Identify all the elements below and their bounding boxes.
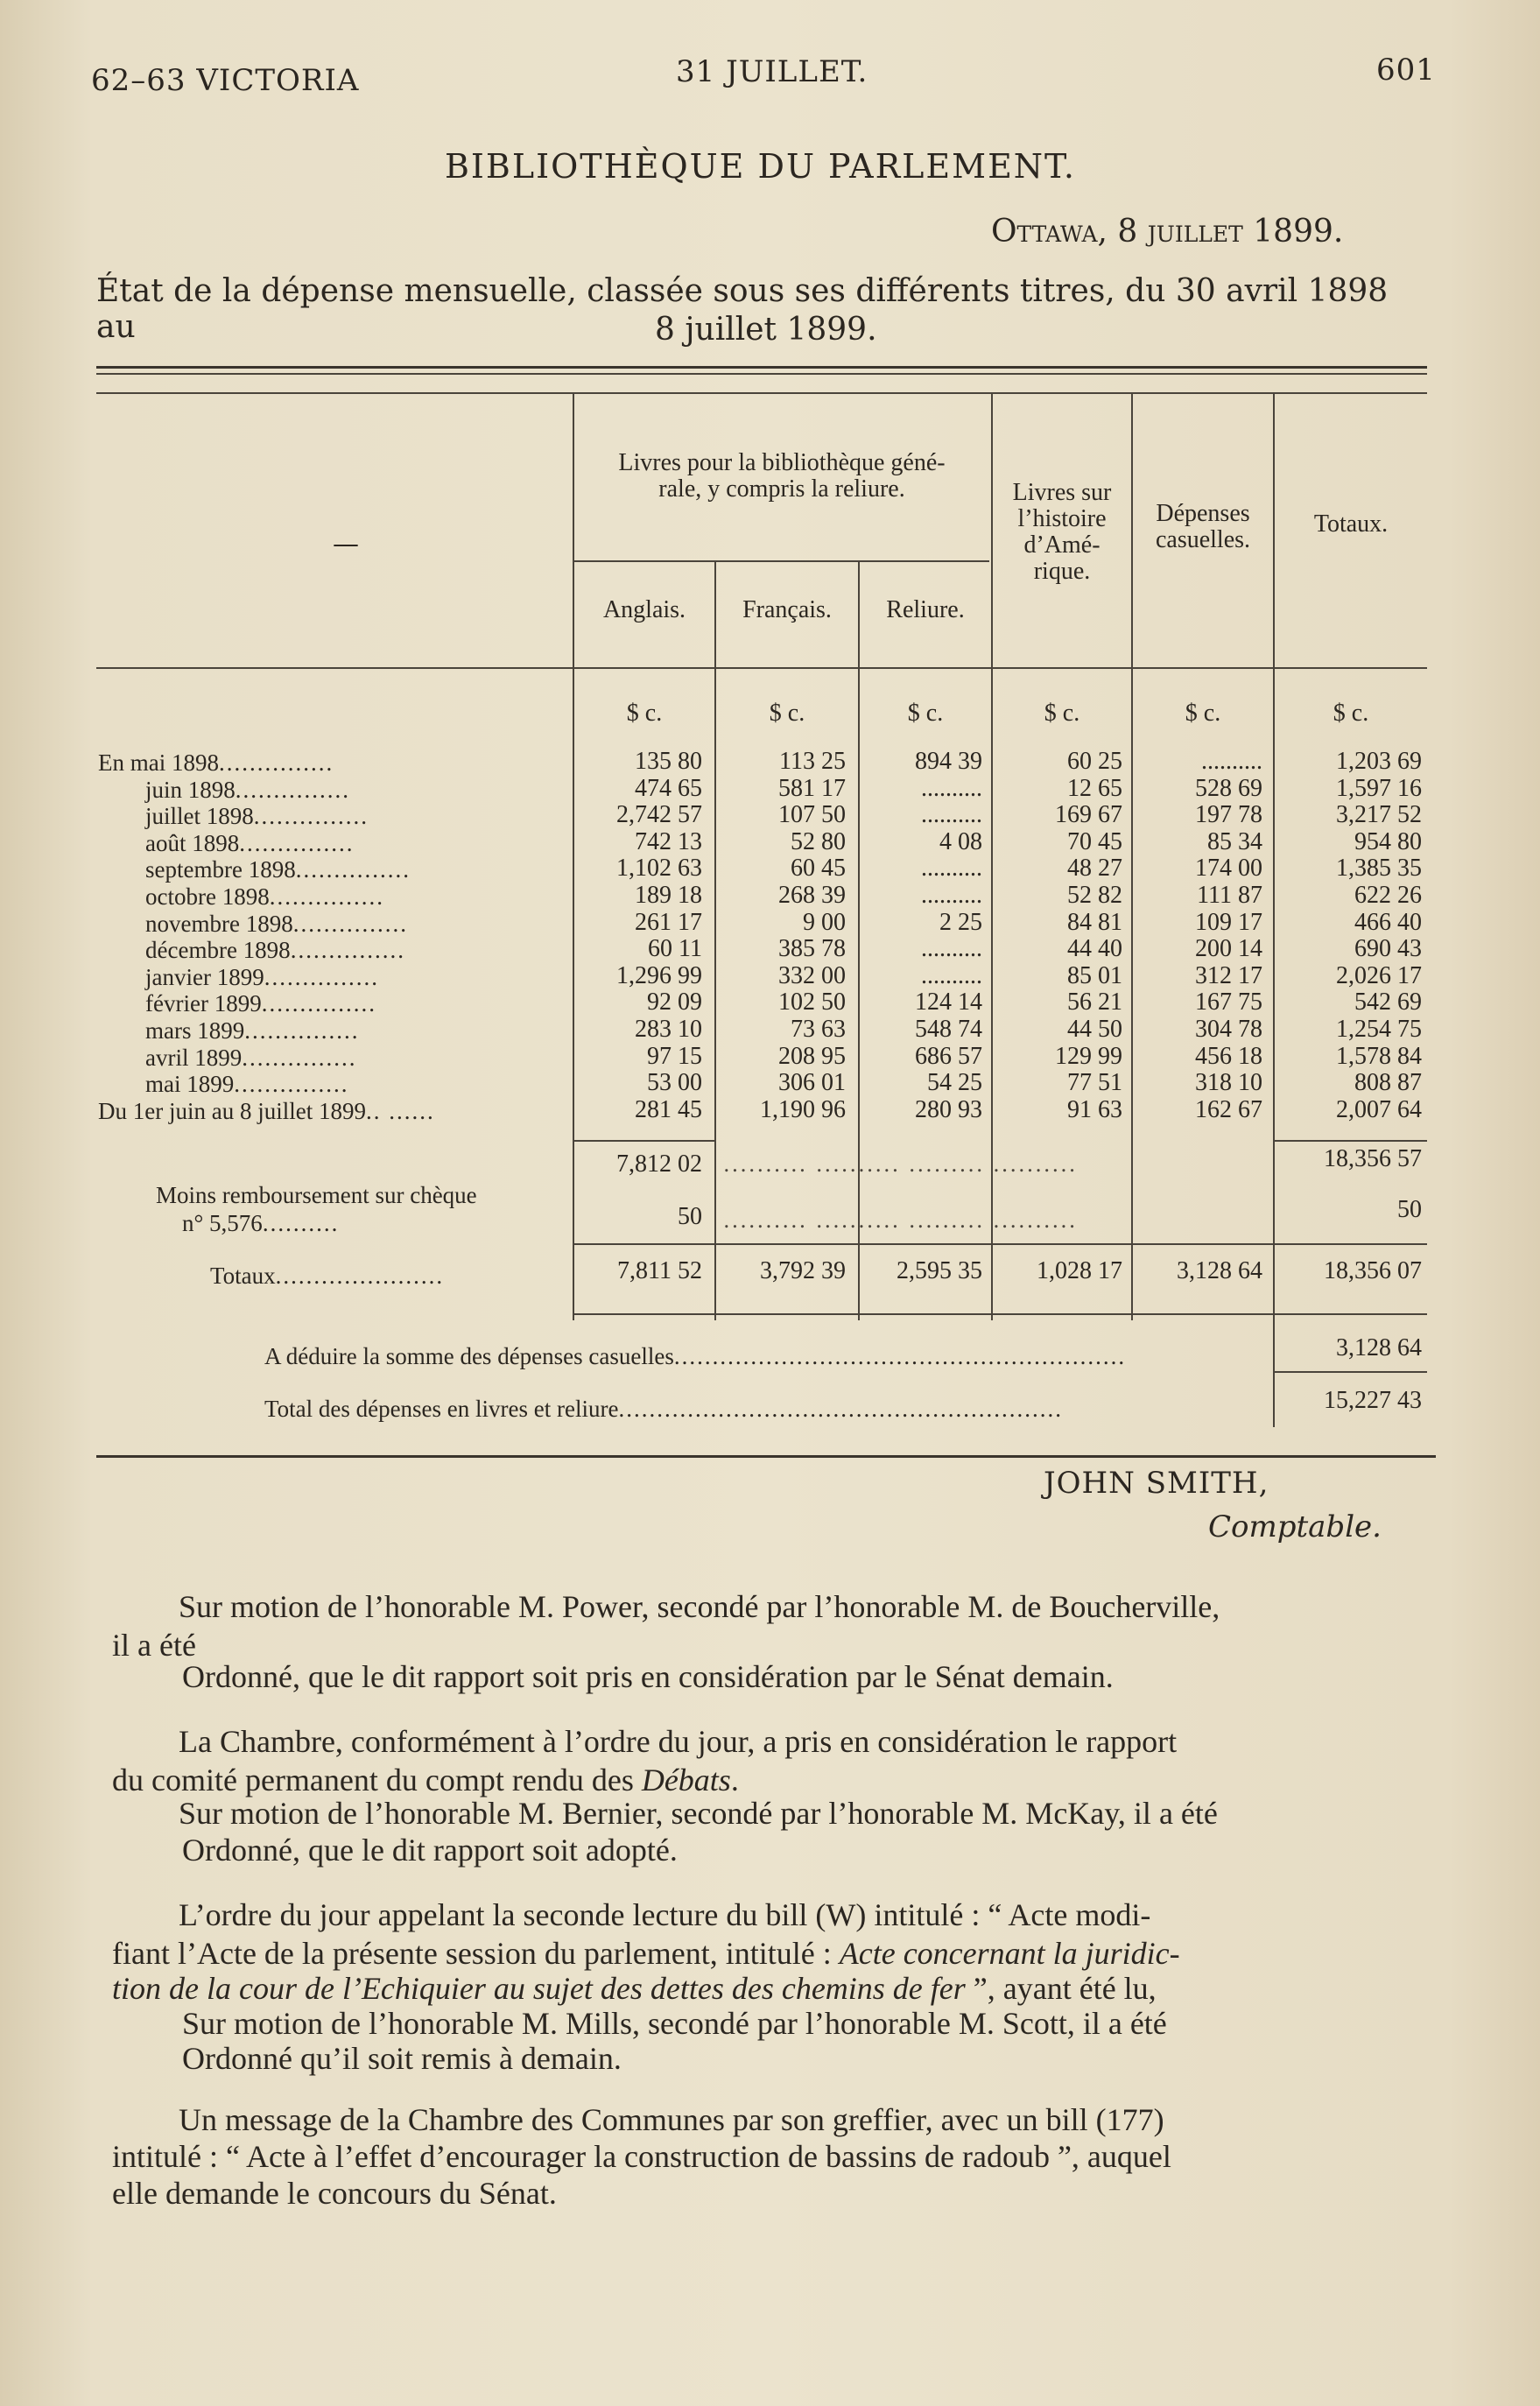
cell-reliure: 124 14 bbox=[915, 988, 982, 1017]
cell-histoire: 60 25 bbox=[1067, 748, 1122, 775]
cell-reliure: .......... bbox=[921, 774, 982, 802]
cell-histoire: 84 81 bbox=[1067, 908, 1122, 936]
cell-francais: 107 50 bbox=[778, 801, 846, 829]
cell-francais: 306 01 bbox=[778, 1069, 846, 1097]
deduire-label: A déduire la somme des dépenses casuelles........................................................... bbox=[264, 1343, 1127, 1369]
cell-reliure: 4 08 bbox=[939, 827, 982, 855]
cell-anglais: 189 18 bbox=[635, 882, 702, 909]
cell-francais: 581 17 bbox=[778, 774, 846, 802]
col-header-histoire-l4: rique. bbox=[1033, 558, 1091, 585]
col-header-francais: Français. bbox=[742, 596, 832, 623]
currency-depenses: $ c. bbox=[1185, 700, 1221, 727]
col-header-histoire bbox=[993, 480, 1131, 585]
cell-histoire: 70 45 bbox=[1067, 827, 1122, 855]
row-label: janvier 1899............... bbox=[145, 963, 379, 990]
total-reliure: 2,595 35 bbox=[897, 1257, 982, 1284]
p3-line5: Ordonné qu’il soit remis à demain. bbox=[182, 2041, 622, 2076]
p1-line2: il a été bbox=[112, 1628, 196, 1663]
row-label-text: juin 1898 bbox=[145, 776, 236, 803]
subtotal-anglais: 7,812 02 bbox=[616, 1150, 702, 1178]
currency-totaux: $ c. bbox=[1333, 700, 1369, 727]
total-anglais: 7,811 52 bbox=[617, 1257, 702, 1284]
page-number: 601 bbox=[1376, 53, 1436, 88]
cell-francais: 102 50 bbox=[778, 988, 846, 1017]
running-header-left: 62–63 VICTORIA bbox=[91, 63, 360, 98]
cell-reliure: 548 74 bbox=[915, 1016, 982, 1043]
moins-label-line1: Moins remboursement sur chèque bbox=[156, 1182, 477, 1208]
p4-line1: Un message de la Chambre des Communes par son greffier, avec un bill (177) bbox=[179, 2102, 1164, 2137]
cell-anglais: 1,102 63 bbox=[616, 855, 702, 883]
deduire-value: 3,128 64 bbox=[1336, 1334, 1422, 1361]
row-label: février 1899............... bbox=[145, 990, 376, 1017]
cell-francais: 268 39 bbox=[778, 882, 846, 909]
p3-line2 bbox=[112, 1935, 1180, 1973]
cell-depenses: 174 00 bbox=[1195, 855, 1262, 883]
moins-label-line2: n° 5,576.......... bbox=[182, 1210, 340, 1236]
row-label: mars 1899............... bbox=[145, 1017, 360, 1044]
cell-depenses: 109 17 bbox=[1195, 908, 1262, 936]
cell-depenses: 318 10 bbox=[1195, 1069, 1262, 1097]
row-label: août 1898............... bbox=[145, 829, 355, 856]
cell-anglais: 60 11 bbox=[648, 935, 702, 963]
table-end-rule bbox=[96, 1455, 1436, 1458]
cell-depenses: 312 17 bbox=[1195, 961, 1262, 989]
statement-heading-line2: 8 juillet 1899. bbox=[655, 312, 877, 348]
cell-anglais: 474 65 bbox=[635, 774, 702, 802]
row-label: avril 1899............... bbox=[145, 1044, 357, 1071]
total-depenses: 3,128 64 bbox=[1177, 1257, 1262, 1284]
table-top-rule bbox=[96, 366, 1427, 369]
p3-line2-italic: Acte concernant la juridic- bbox=[839, 1936, 1180, 1971]
deduire-label-text: A déduire la somme des dépenses casuelles bbox=[264, 1343, 674, 1369]
cell-reliure: .......... bbox=[921, 855, 982, 883]
col-header-depenses bbox=[1133, 501, 1273, 553]
row-label-text: novembre 1898 bbox=[145, 910, 293, 937]
cell-depenses: 162 67 bbox=[1195, 1095, 1262, 1123]
cell-totaux: 542 69 bbox=[1354, 988, 1422, 1017]
cell-anglais: 2,742 57 bbox=[616, 801, 702, 829]
cell-totaux: 3,217 52 bbox=[1336, 801, 1422, 829]
cell-totaux: 1,254 75 bbox=[1336, 1016, 1422, 1043]
cell-totaux: 690 43 bbox=[1354, 935, 1422, 963]
row-label: Du 1er juin au 8 juillet 1899.. ...... bbox=[98, 1097, 435, 1124]
row-label: mai 1899............... bbox=[145, 1071, 349, 1098]
p1-line3: Ordonné, que le dit rapport soit pris en considération par le Sénat demain. bbox=[182, 1659, 1114, 1694]
row-label-text: avril 1899 bbox=[145, 1044, 243, 1071]
cell-reliure: 686 57 bbox=[915, 1042, 982, 1070]
cell-anglais: 53 00 bbox=[647, 1069, 702, 1097]
cell-histoire: 56 21 bbox=[1067, 988, 1122, 1017]
statement-heading-line1: État de la dépense mensuelle, classée sous ses différents titres, du 30 avril 1898 au bbox=[96, 273, 1389, 345]
row-label: septembre 1898............... bbox=[145, 856, 411, 883]
total-livres-label-text: Total des dépenses en livres et reliure bbox=[264, 1396, 619, 1422]
row-label: décembre 1898............... bbox=[145, 937, 405, 964]
col-header-depenses-l1: Dépenses bbox=[1156, 500, 1250, 527]
row-label-text: mai 1899 bbox=[145, 1071, 235, 1098]
col-header-histoire-l3: d’Amé- bbox=[1023, 531, 1101, 559]
stub-dash: — bbox=[333, 529, 359, 559]
subtotal-totaux: 18,356 57 bbox=[1324, 1145, 1422, 1172]
cell-depenses: 85 34 bbox=[1207, 827, 1262, 855]
cell-anglais: 135 80 bbox=[635, 748, 702, 775]
cell-totaux: 1,203 69 bbox=[1336, 748, 1422, 775]
moins-label-text: n° 5,576 bbox=[182, 1210, 263, 1236]
currency-francais: $ c. bbox=[769, 700, 805, 727]
row-label-text: février 1899 bbox=[145, 990, 262, 1017]
cell-anglais: 1,296 99 bbox=[616, 961, 702, 989]
row-label-text: En mai 1898 bbox=[98, 749, 219, 776]
cell-histoire: 129 99 bbox=[1055, 1042, 1122, 1070]
moins-leader: .......... .......... ......... .......... bbox=[723, 1208, 1078, 1233]
cell-depenses: 197 78 bbox=[1195, 801, 1262, 829]
cell-totaux: 1,597 16 bbox=[1336, 774, 1422, 802]
p2-line4: Ordonné, que le dit rapport soit adopté. bbox=[182, 1833, 678, 1868]
cell-anglais: 92 09 bbox=[647, 988, 702, 1017]
cell-reliure: .......... bbox=[921, 801, 982, 829]
cell-depenses: .......... bbox=[1201, 748, 1262, 775]
row-label-text: juillet 1898 bbox=[145, 803, 254, 830]
p3-line1: L’ordre du jour appelant la seconde lecture du bill (W) intitulé : “ Acte modi- bbox=[179, 1897, 1151, 1932]
col-header-histoire-l2: l’histoire bbox=[1017, 505, 1107, 532]
col-header-histoire-l1: Livres sur bbox=[1012, 479, 1112, 506]
row-label: juin 1898............... bbox=[145, 776, 351, 803]
currency-reliure: $ c. bbox=[907, 700, 944, 727]
cell-francais: 113 25 bbox=[779, 748, 846, 775]
header-bottom-rule bbox=[96, 667, 1427, 669]
col-header-depenses-l2: casuelles. bbox=[1155, 526, 1251, 553]
moins-anglais: 50 bbox=[678, 1203, 702, 1230]
total-totaux: 18,356 07 bbox=[1324, 1257, 1422, 1284]
row-label-text: septembre 1898 bbox=[145, 856, 296, 883]
p2-debats-italic: Débats bbox=[641, 1762, 731, 1797]
place-date-text: Ottawa, 8 juillet 1899. bbox=[991, 214, 1344, 250]
cell-anglais: 281 45 bbox=[635, 1095, 702, 1123]
p3-line3-end: ”, ayant été lu, bbox=[965, 1971, 1157, 2006]
cell-francais: 9 00 bbox=[803, 908, 846, 936]
totals-label-text: Totaux bbox=[210, 1263, 276, 1289]
total-histoire: 1,028 17 bbox=[1037, 1257, 1122, 1284]
totals-top-rule bbox=[574, 1243, 1427, 1245]
col-header-anglais: Anglais. bbox=[602, 596, 686, 623]
p3-line2-text: fiant l’Acte de la présente session du parlement, intitulé : bbox=[112, 1936, 840, 1971]
subtotal-rule bbox=[1275, 1140, 1427, 1142]
total-livres-value: 15,227 43 bbox=[1324, 1387, 1422, 1414]
cell-reliure: 894 39 bbox=[915, 748, 982, 775]
p4-line2: intitulé : “ Acte à l’effet d’encourager la construction de bassins de radoub ”, auquel bbox=[112, 2139, 1171, 2174]
currency-histoire: $ c. bbox=[1044, 700, 1080, 727]
cell-histoire: 12 65 bbox=[1067, 774, 1122, 802]
cell-histoire: 85 01 bbox=[1067, 961, 1122, 989]
p3-line3 bbox=[112, 1970, 1157, 2008]
group-header bbox=[574, 450, 989, 503]
table-top-rule-2 bbox=[96, 373, 1427, 375]
row-label: juillet 1898............... bbox=[145, 803, 369, 830]
group-header-line1: Livres pour la bibliothèque géné- bbox=[618, 449, 946, 476]
cell-francais: 208 95 bbox=[778, 1042, 846, 1070]
currency-anglais: $ c. bbox=[626, 700, 663, 727]
cell-histoire: 52 82 bbox=[1067, 882, 1122, 909]
cell-depenses: 456 18 bbox=[1195, 1042, 1262, 1070]
p3-line4: Sur motion de l’honorable M. Mills, secondé par l’honorable M. Scott, il a été bbox=[182, 2006, 1167, 2041]
cell-francais: 1,190 96 bbox=[760, 1095, 846, 1123]
signature-role: Comptable. bbox=[1208, 1509, 1382, 1544]
p3-line3-italic: tion de la cour de l’Echiquier au sujet des dettes des chemins de fer bbox=[112, 1971, 966, 2006]
cell-histoire: 91 63 bbox=[1067, 1095, 1122, 1123]
cell-totaux: 466 40 bbox=[1354, 908, 1422, 936]
cell-depenses: 111 87 bbox=[1197, 882, 1262, 909]
p4-line3: elle demande le concours du Sénat. bbox=[112, 2176, 557, 2211]
cell-reliure: .......... bbox=[921, 961, 982, 989]
group-header-line2: rale, y compris la reliure. bbox=[658, 475, 905, 503]
cell-reliure: 280 93 bbox=[915, 1095, 982, 1123]
total-livres-label: Total des dépenses en livres et reliure.......................................................... bbox=[264, 1396, 1063, 1422]
cell-totaux: 2,026 17 bbox=[1336, 961, 1422, 989]
cell-depenses: 304 78 bbox=[1195, 1016, 1262, 1043]
cell-francais: 60 45 bbox=[791, 855, 846, 883]
section-title: BIBLIOTHÈQUE DU PARLEMENT. bbox=[445, 147, 1076, 186]
cell-histoire: 44 40 bbox=[1067, 935, 1122, 963]
cell-francais: 52 80 bbox=[791, 827, 846, 855]
row-label-text: janvier 1899 bbox=[145, 963, 264, 990]
cell-anglais: 261 17 bbox=[635, 908, 702, 936]
table-top-rule-3 bbox=[96, 392, 1427, 394]
summary-rule bbox=[1275, 1371, 1427, 1373]
subtotal-rule bbox=[574, 1140, 714, 1142]
cell-histoire: 44 50 bbox=[1067, 1016, 1122, 1043]
p2-line3: Sur motion de l’honorable M. Bernier, secondé par l’honorable M. McKay, il a été bbox=[179, 1796, 1218, 1831]
row-label: En mai 1898............... bbox=[98, 749, 334, 776]
signature-name: JOHN SMITH, bbox=[1044, 1466, 1269, 1501]
row-label-text: décembre 1898 bbox=[145, 937, 291, 964]
moins-totaux: 50 bbox=[1397, 1196, 1422, 1223]
row-label: novembre 1898............... bbox=[145, 910, 408, 937]
p1-line1: Sur motion de l’honorable M. Power, secondé par l’honorable M. de Boucherville, bbox=[179, 1589, 1220, 1624]
cell-totaux: 622 26 bbox=[1354, 882, 1422, 909]
row-label: octobre 1898............... bbox=[145, 883, 384, 910]
totals-bottom-rule bbox=[574, 1313, 1427, 1315]
group-underline bbox=[574, 560, 989, 562]
cell-totaux: 954 80 bbox=[1354, 827, 1422, 855]
row-label-text: août 1898 bbox=[145, 829, 240, 856]
cell-totaux: 808 87 bbox=[1354, 1069, 1422, 1097]
cell-histoire: 77 51 bbox=[1067, 1069, 1122, 1097]
p2-line2 bbox=[112, 1762, 739, 1799]
cell-reliure: .......... bbox=[921, 882, 982, 909]
row-label-text: octobre 1898 bbox=[145, 883, 270, 910]
cell-totaux: 1,385 35 bbox=[1336, 855, 1422, 883]
p2-line1: La Chambre, conformément à l’ordre du jour, a pris en considération le rapport bbox=[179, 1724, 1178, 1759]
cell-totaux: 2,007 64 bbox=[1336, 1095, 1422, 1123]
cell-reliure: .......... bbox=[921, 935, 982, 963]
col-header-totaux: Totaux. bbox=[1313, 510, 1389, 538]
cell-reliure: 2 25 bbox=[939, 908, 982, 936]
cell-histoire: 169 67 bbox=[1055, 801, 1122, 829]
cell-totaux: 1,578 84 bbox=[1336, 1042, 1422, 1070]
total-francais: 3,792 39 bbox=[760, 1257, 846, 1284]
col-header-reliure: Reliure. bbox=[886, 596, 965, 623]
cell-histoire: 48 27 bbox=[1067, 855, 1122, 883]
p2-line2-text: du comité permanent du compt rendu des bbox=[112, 1762, 642, 1797]
totals-label: Totaux...................... bbox=[210, 1263, 445, 1289]
cell-depenses: 200 14 bbox=[1195, 935, 1262, 963]
cell-francais: 385 78 bbox=[778, 935, 846, 963]
cell-depenses: 528 69 bbox=[1195, 774, 1262, 802]
row-label-text: Du 1er juin au 8 juillet 1899 bbox=[98, 1097, 366, 1124]
cell-francais: 73 63 bbox=[791, 1016, 846, 1043]
subtotal-leader: .......... .......... ......... .......... bbox=[723, 1152, 1078, 1177]
cell-anglais: 97 15 bbox=[647, 1042, 702, 1070]
cell-francais: 332 00 bbox=[778, 961, 846, 989]
cell-anglais: 283 10 bbox=[635, 1016, 702, 1043]
place-date bbox=[991, 214, 1343, 250]
row-label-text: mars 1899 bbox=[145, 1017, 245, 1044]
running-header-date: 31 JUILLET. bbox=[676, 54, 868, 89]
cell-depenses: 167 75 bbox=[1195, 988, 1262, 1017]
p2-line2-end: . bbox=[730, 1762, 739, 1797]
cell-reliure: 54 25 bbox=[927, 1069, 982, 1097]
cell-anglais: 742 13 bbox=[635, 827, 702, 855]
